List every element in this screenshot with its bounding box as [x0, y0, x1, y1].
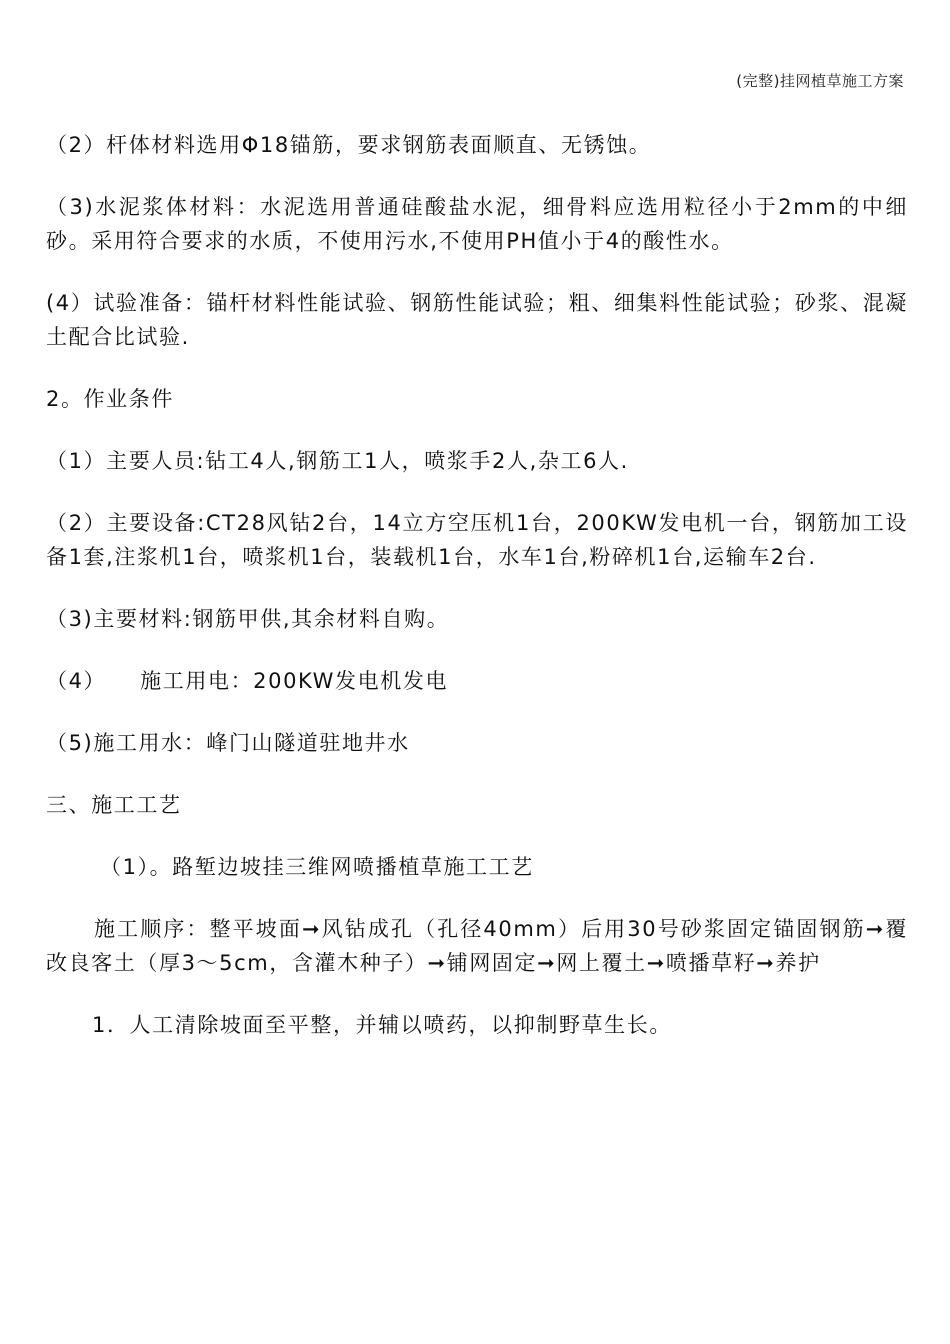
paragraph-water-supply: （5)施工用水：峰门山隧道驻地井水: [46, 731, 410, 756]
subsection-heading-slope-planting: （1）。路堑边坡挂三维网喷播植草施工工艺: [100, 855, 534, 880]
paragraph-power-supply-label: （4）: [46, 669, 107, 694]
paragraph-power-supply: [46, 664, 908, 698]
paragraph-main-equipment: （2）主要设备:CT28风钻2台，14立方空压机1台，200KW发电机一台，钢筋加工设备1套,注浆机1台，喷浆机1台，装载机1台，水车1台,粉碎机1台,运输车2台.: [46, 511, 908, 570]
paragraph-construction-sequence: 施工顺序：整平坡面➞风钻成孔（孔径40mm）后用30号砂浆固定锚固钢筋➞覆改良客土（厚3～5cm，含灌木种子）➞铺网固定➞网上覆土➞喷播草籽➞养护: [46, 917, 908, 976]
paragraph-test-preparation: (4）试验准备：锚杆材料性能试验、钢筋性能试验；粗、细集料性能试验；砂浆、混凝土配合比试验.: [46, 291, 908, 350]
paragraph-cement-grout: （3)水泥浆体材料：水泥选用普通硅酸盐水泥，细骨料应选用粒径小于2mm的中细砂。采用符合要求的水质，不使用污水,不使用PH值小于4的酸性水。: [46, 195, 908, 254]
paragraph-power-supply-text: 施工用电：200KW发电机发电: [140, 669, 449, 694]
paragraph-main-materials: （3)主要材料:钢筋甲供,其余材料自购。: [46, 607, 450, 632]
section-heading-work-conditions: 2。作业条件: [46, 387, 174, 412]
document-header-title: (完整)挂网植草施工方案: [736, 72, 904, 90]
section-heading-construction-process: 三、施工工艺: [46, 793, 182, 818]
paragraph-main-personnel: （1）主要人员:钻工4人,钢筋工1人，喷浆手2人,杂工6人.: [46, 449, 629, 474]
paragraph-rod-material: （2）杆体材料选用Φ18锚筋，要求钢筋表面顺直、无锈蚀。: [46, 133, 652, 157]
paragraph-step-one: 1．人工清除坡面至平整，并辅以喷药，以抑制野草生长。: [92, 1013, 672, 1038]
document-body: [46, 128, 908, 1070]
